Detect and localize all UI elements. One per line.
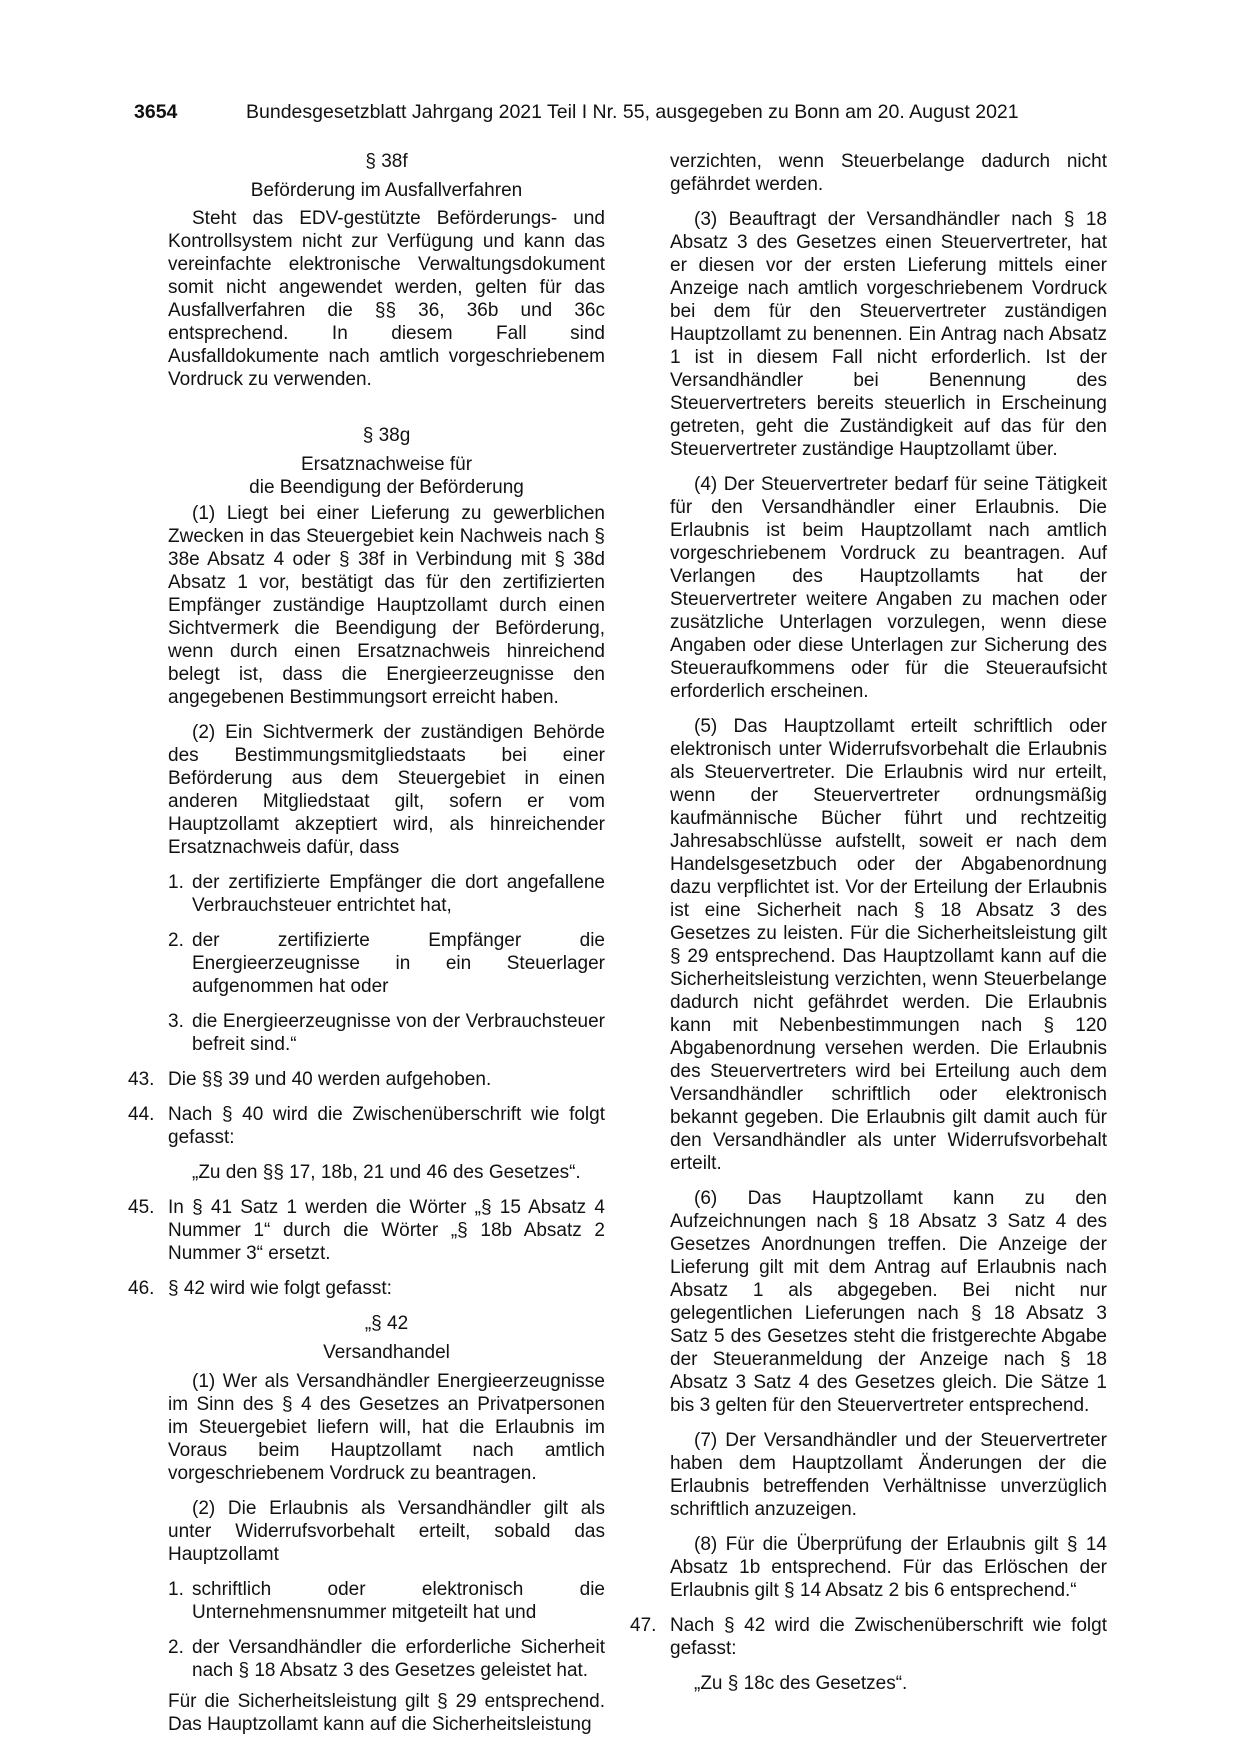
paragraph-42-4: (4) Der Steuervertreter bedarf für seine Tätigkeit für den Versandhändler einer Erlaubnis. Die Erlaubnis ist beim Hauptzollamt nach amtlich vorgeschriebenem Vordruck zu beantragen. Auf Verlangen des Hauptzollamts hat der Steuervertreter weitere Angaben zu machen oder zusätzliche Unterlagen vorzulegen, wenn diese Angaben oder diese Unterlagen zur Sicherung des Steueraufkommens oder für die Steueraufsicht erforderlich erscheinen. xyxy=(670,474,1107,702)
item-number: 47. xyxy=(630,1615,657,1636)
item-number: 43. xyxy=(128,1069,155,1090)
list-text: die Energieerzeugnisse von der Verbrauchsteuer befreit sind.“ xyxy=(192,1011,605,1055)
item-number: 46. xyxy=(128,1278,155,1299)
list-number: 3. xyxy=(168,1011,184,1032)
paragraph-38f: Steht das EDV-gestützte Beförderungs- und Kontrollsystem nicht zur Verfügung und kann das vereinfachte elektronische Verwaltungsdokument somit nicht angewendet werden, gelten für das Ausfallverfahren die §§ 36, 36b und 36c entsprechend. In diesem Fall sind Ausfalldokumente nach amtlich vorgeschriebenem Vordruck zu verwenden. xyxy=(168,208,605,390)
list-number: 1. xyxy=(168,1579,184,1600)
left-column xyxy=(128,150,605,1736)
item-text: § 42 wird wie folgt gefasst: xyxy=(168,1278,392,1299)
gazette-title: Bundesgesetzblatt Jahrgang 2021 Teil I Nr. 55, ausgegeben zu Bonn am 20. August 2021 xyxy=(246,101,1019,123)
page-header xyxy=(134,101,1114,131)
list-item xyxy=(168,1010,605,1056)
quoted-heading-47: „Zu § 18c des Gesetzes“. xyxy=(694,1673,908,1694)
list-number: 1. xyxy=(168,872,184,893)
paragraph-42-2-continued: verzichten, wenn Steuerbelange dadurch nicht gefährdet werden. xyxy=(670,151,1107,195)
section-heading-42: „§ 42 xyxy=(364,1313,409,1334)
list-text: der Versandhändler die erforderliche Sicherheit nach § 18 Absatz 3 des Gesetzes geleistet hat. xyxy=(192,1637,605,1681)
section-heading-38g: § 38g xyxy=(362,425,411,446)
item-text: Nach § 42 wird die Zwischenüberschrift wie folgt gefasst: xyxy=(670,1615,1107,1659)
list-text: schriftlich oder elektronisch die Unternehmensnummer mitgeteilt hat und xyxy=(192,1579,605,1623)
list-item xyxy=(168,1636,605,1682)
section-title-42: Versandhandel xyxy=(323,1342,450,1363)
list-number: 2. xyxy=(168,1637,184,1658)
paragraph-42-3: (3) Beauftragt der Versandhändler nach § 18 Absatz 3 des Gesetzes einen Steuervertreter, hat er diesen vor der ersten Lieferung mittels einer Anzeige nach amtlich vorgeschriebenem Vordruck bei dem für den Steuervertreter zuständigen Hauptzollamt zu benennen. Ein Antrag nach Absatz 1 ist in diesem Fall nicht erforderlich. Ist der Versandhändler bei Benennung des Steuervertreters bereits steuerlich in Erscheinung getreten, geht die Zuständigkeit auf das für den Steuervertreter zuständige Hauptzollamt über. xyxy=(670,209,1107,460)
paragraph-42-1: (1) Wer als Versandhändler Energieerzeugnisse im Sinn des § 4 des Gesetzes an Privatpersonen im Steuergebiet liefern will, hat die Erlaubnis im Voraus beim Hauptzollamt nach amtlich vorgeschriebenem Vordruck zu beantragen. xyxy=(168,1371,605,1484)
paragraph-42-6: (6) Das Hauptzollamt kann zu den Aufzeichnungen nach § 18 Absatz 3 Satz 4 des Gesetzes Anordnungen treffen. Die Anzeige der Lieferung gilt mit dem Antrag auf Erlaubnis nach Absatz 1 als abgegeben. Bei nicht nur gelegentlichen Lieferungen nach § 18 Absatz 3 Satz 5 des Gesetzes steht die fristgerechte Abgabe der Steueranmeldung der Anzeige nach § 18 Absatz 3 Satz 4 des Gesetzes gleich. Die Sätze 1 bis 3 gelten für den Steuervertreter entsprechend. xyxy=(670,1188,1107,1416)
quoted-heading-44: „Zu den §§ 17, 18b, 21 und 46 des Gesetzes“. xyxy=(192,1162,581,1183)
section-title-38g-line2: die Beendigung der Beförderung xyxy=(249,477,524,498)
item-text: Die §§ 39 und 40 werden aufgehoben. xyxy=(168,1069,492,1090)
section-title-38g-line1: Ersatznachweise für xyxy=(300,454,473,475)
amendment-item-43 xyxy=(128,1068,605,1091)
paragraph-38g-2: (2) Ein Sichtvermerk der zuständigen Behörde des Bestimmungsmitgliedstaats bei einer Beförderung aus dem Steuergebiet in einen anderen Mitgliedstaat gilt, sofern er vom Hauptzollamt akzeptiert wird, als hinreichender Ersatznachweis dafür, dass xyxy=(168,722,605,858)
paragraph-42-5: (5) Das Hauptzollamt erteilt schriftlich oder elektronisch unter Widerrufsvorbehalt die Erlaubnis als Steuervertreter. Die Erlaubnis wird nur erteilt, wenn der Steuervertreter ordnungsmäßig kaufmännische Bücher führt und rechtzeitig Jahresabschlüsse aufstellt, soweit er nach dem Handelsgesetzbuch oder der Abgabenordnung dazu verpflichtet ist. Vor der Erteilung der Erlaubnis ist eine Sicherheit nach § 18 Absatz 3 des Gesetzes zu leisten. Für die Sicherheitsleistung gilt § 29 entsprechend. Das Hauptzollamt kann auf die Sicherheitsleistung verzichten, wenn Steuerbelange dadurch nicht gefährdet werden. Die Erlaubnis kann mit Nebenbestimmungen nach § 120 Abgabenordnung versehen werden. Die Erlaubnis des Steuervertreters wird bei Erteilung auch dem Versandhändler schriftlich oder elektronisch bekannt gegeben. Die Erlaubnis gilt damit auch für den Versandhändler als unter Widerrufsvorbehalt erteilt. xyxy=(670,716,1107,1174)
amendment-item-47 xyxy=(630,1614,1107,1660)
list-text: der zertifizierte Empfänger die Energieerzeugnisse in ein Steuerlager aufgenommen hat oder xyxy=(192,930,605,997)
item-number: 44. xyxy=(128,1104,155,1125)
paragraph-38g-1: (1) Liegt bei einer Lieferung zu gewerblichen Zwecken in das Steuergebiet kein Nachweis nach § 38e Absatz 4 oder § 38f in Verbindung mit § 38d Absatz 1 vor, bestätigt das für den zertifizierten Empfänger zuständige Hauptzollamt durch einen Sichtvermerk die Beendigung der Beförderung, wenn durch einen Ersatznachweis hinreichend belegt ist, dass die Energieerzeugnisse den angegebenen Bestimmungsort erreicht haben. xyxy=(168,503,605,708)
section-title-38f: Beförderung im Ausfallverfahren xyxy=(250,180,523,201)
list-item xyxy=(168,929,605,998)
list-item xyxy=(168,1578,605,1624)
amendment-item-44 xyxy=(128,1103,605,1149)
paragraph-42-2: (2) Die Erlaubnis als Versandhändler gilt als unter Widerrufsvorbehalt erteilt, sobald das Hauptzollamt xyxy=(168,1498,605,1565)
page-number: 3654 xyxy=(134,101,178,123)
list-number: 2. xyxy=(168,930,184,951)
section-heading-38f: § 38f xyxy=(365,151,408,172)
item-text: Nach § 40 wird die Zwischenüberschrift wie folgt gefasst: xyxy=(168,1104,605,1148)
paragraph-42-2-tail: Für die Sicherheitsleistung gilt § 29 entsprechend. Das Hauptzollamt kann auf die Sicherheitsleistung xyxy=(168,1691,605,1735)
paragraph-42-8: (8) Für die Überprüfung der Erlaubnis gilt § 14 Absatz 1b entsprechend. Für das Erlöschen der Erlaubnis gilt § 14 Absatz 2 bis 6 entsprechend.“ xyxy=(670,1534,1107,1601)
amendment-item-45 xyxy=(128,1196,605,1265)
item-text: In § 41 Satz 1 werden die Wörter „§ 15 Absatz 4 Nummer 1“ durch die Wörter „§ 18b Absatz 2 Nummer 3“ ersetzt. xyxy=(168,1197,605,1264)
amendment-item-46 xyxy=(128,1277,605,1300)
list-text: der zertifizierte Empfänger die dort angefallene Verbrauchsteuer entrichtet hat, xyxy=(192,872,605,916)
paragraph-42-7: (7) Der Versandhändler und der Steuervertreter haben dem Hauptzollamt Änderungen der die Erlaubnis betreffenden Verhältnisse unverzüglich schriftlich anzuzeigen. xyxy=(670,1430,1107,1520)
list-item xyxy=(168,871,605,917)
item-number: 45. xyxy=(128,1197,155,1218)
right-column xyxy=(630,150,1107,1695)
